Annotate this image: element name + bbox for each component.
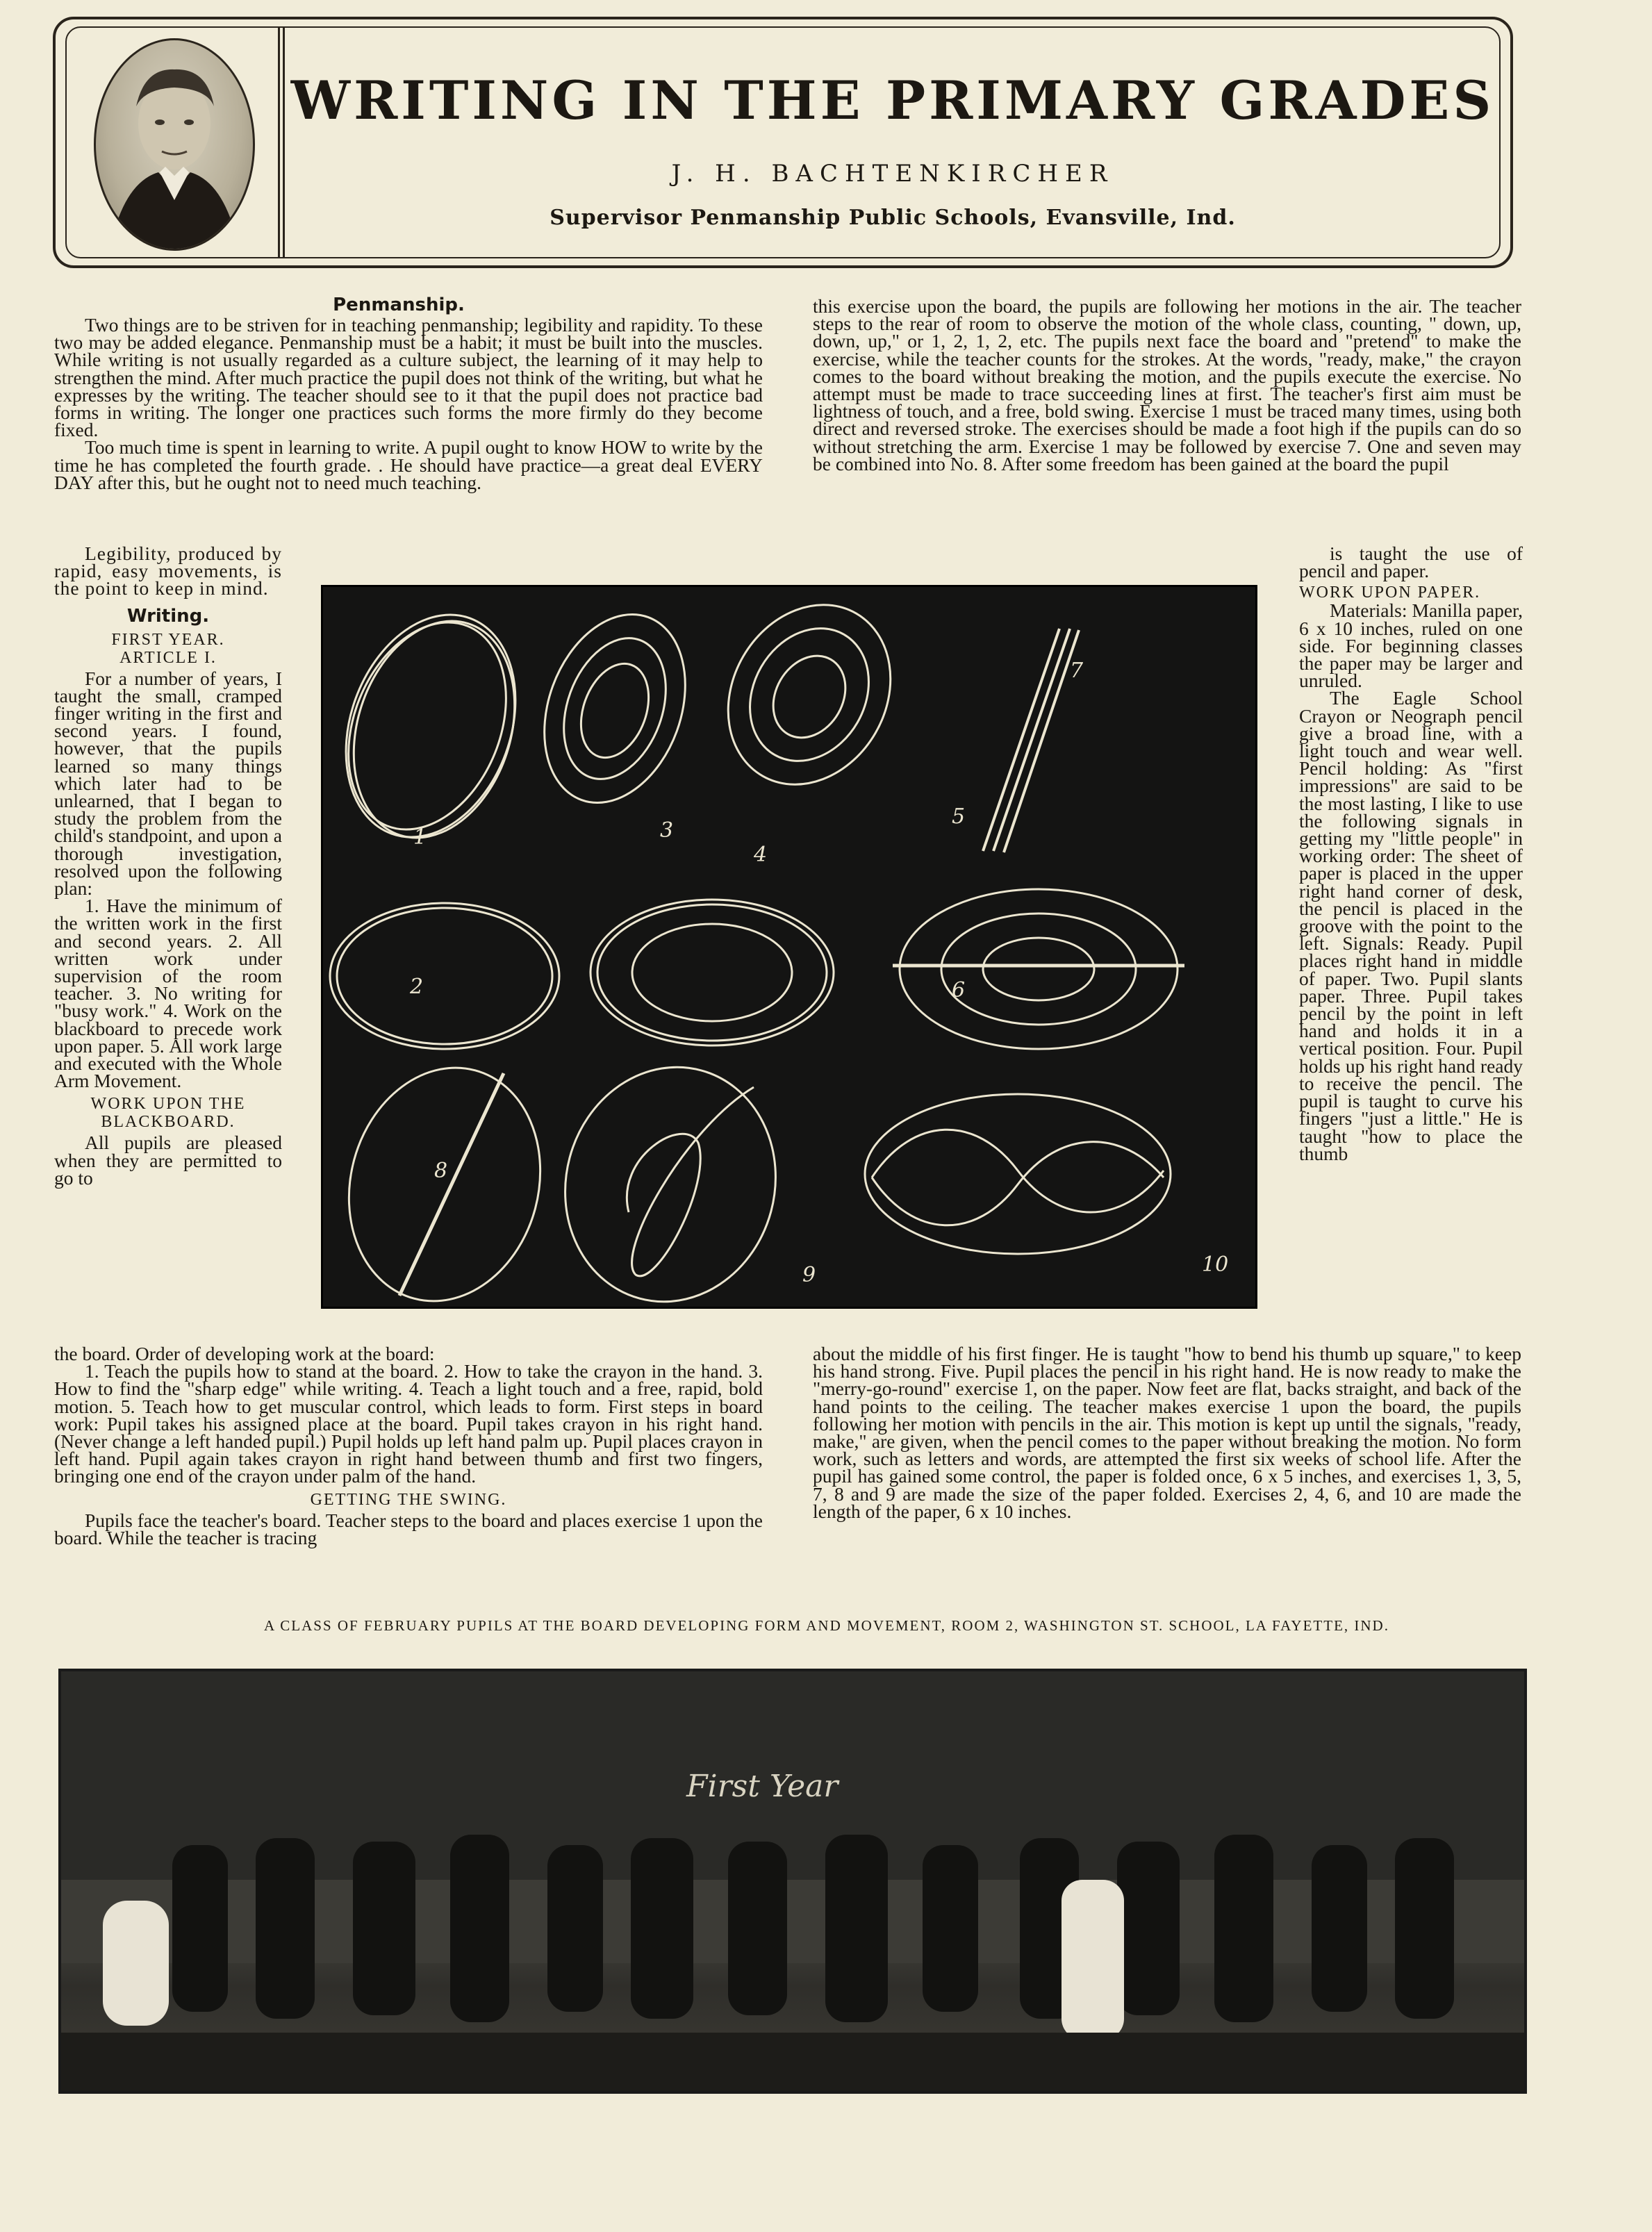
chalkboard-exercises-figure [321,585,1257,1309]
paragraph: Two things are to be striven for in teaching penmanship; legibility and rapidity. To these two may be added elegance. Penmanship must be a habit; it must be built into the muscles. While writing is not usually regarded as a culture subject, the learning of it may help to strengthen the mind. After much practice the pupil does not think of the writing, but what he expresses by the writing. The teacher should see to it that the pupil does not practice bad forms in writing. The longer one practices such forms the more firmly do they become fixed. [54,314,763,441]
exercise-label-5: 5 [952,804,966,829]
exercise-label-6: 6 [952,978,966,1002]
paragraph: the board. Order of developing work at the board: [54,1343,435,1364]
exercise-label-8: 8 [434,1159,448,1183]
classroom-photo [58,1669,1527,2094]
right-top-column [813,297,1521,472]
exercise-label-7: 7 [1070,659,1084,683]
exercise-label-9: 9 [802,1263,816,1287]
exercise-label-2: 2 [410,975,424,999]
heading-writing: Writing. [126,605,210,627]
exercise-6-ovals [893,889,1184,1049]
exercise-label-1: 1 [413,825,427,850]
exercise-2-ovals [330,903,559,1049]
header-divider [278,28,285,257]
paragraph: Too much time is spent in learning to write. A pupil ought to know HOW to write by the time he has completed the fourth grade. . He should have practice—a great deal EVERY DAY after this, but he ought not to need much teaching. [54,436,763,493]
exercise-1-ovals [323,591,545,861]
article-title: WRITING IN THE PRIMARY GRADES [290,69,1495,131]
exercise-5-ovals [696,587,923,814]
heading-penmanship-wrap [329,295,468,315]
paragraph: All pupils are pleased when they are permitted to go to [54,1132,282,1189]
left-narrow-column [54,545,282,1187]
right-narrow-column [1299,545,1523,1162]
board-text: First Year [686,1769,839,1804]
paragraph: is taught the use of pencil and paper. [1299,543,1523,582]
exercise-label-4: 4 [754,843,768,867]
photo-caption: A CLASS OF FEBRUARY PUPILS AT THE BOARD DEVELOPING FORM AND MOVEMENT, ROOM 2, WASHINGTON ST. SCHOOL, LA FAYETTE, IND. [264,1617,1389,1634]
paragraph: about the middle of his first finger. He is taught "how to bend his thumb up square," to keep his hand strong. Five. Pupil places the pencil in his right hand. He is now ready to make the "merry-go-round" exercise 1, on the paper. Now feet are flat, backs straight, and back of the hand points to the ceiling. The teacher makes exercise 1 upon the board, the pupils following her motion with pencils in the air. This motion is kept up until the signals, "ready, make," are given, when the pencil comes to the paper without breaking the motion. No form work, such as letters and words, are attempted the first six weeks of school life. After the pupil has gained some control, the paper is folded once, 6 x 5 inches, and exercises 1, 3, 5, 7, 8 and 9 are made the size of the paper folded. Exercises 2, 4, 6, and 10 are made the length of the paper, 6 x 10 inches. [813,1343,1521,1522]
penmanship-intro [54,316,763,491]
exercise-label-3: 3 [660,818,674,843]
author-name: J. H. BACHTENKIRCHER [671,160,1114,188]
subheading-work-blackboard: WORK UPON THE BLACKBOARD. [90,1095,246,1132]
right-bottom-column [813,1345,1521,1520]
author-portrait [94,38,255,251]
paragraph: Legibility, produced by rapid, easy movements, is the point to keep in mind. [54,543,282,600]
heading-penmanship: Penmanship. [333,295,465,315]
exercise-label-10: 10 [1202,1253,1229,1277]
author-affiliation: Supervisor Penmanship Public Schools, Evansville, Ind. [550,206,1236,230]
paragraph: For a number of years, I taught the small, cramped finger writing in the first and second years. I found, however, that the pupils learned so many things which later had to be unlearned, that I began to study the problem from the child's standpoint, and upon a thorough investigation, resolved upon the following plan: [54,667,282,900]
paragraph: 1. Teach the pupils how to stand at the board. 2. How to take the crayon in the hand. 3. How to find the "sharp edge" while writing. 4. Teach a light touch and a free, rapid, bold motion. 5. Teach how to get muscular control, which leads to form. First steps in board work: Pupil takes his assigned place at the board. Pupil takes crayon in his right hand. (Never change a left handed pupil.) Pupil holds up left hand palm up. Pupil places crayon in left hand. Pupil again takes crayon in right hand between thumb and first two fingers, bringing one end of the crayon under palm of the hand. [54,1360,763,1487]
exercise-7-slant [983,629,1079,852]
exercise-10-ovals [865,1094,1171,1254]
subheading-first-year: FIRST YEAR. [111,630,225,649]
subheading-article: ARTICLE I. [119,648,217,667]
left-bottom-column [54,1345,763,1546]
subheading-getting-swing: GETTING THE SWING. [310,1490,507,1509]
paragraph: Pupils face the teacher's board. Teacher steps to the board and places exercise 1 upon the board. While the teacher is tracing [54,1509,763,1548]
subheading-work-paper: WORK UPON PAPER. [1299,584,1481,602]
paragraph: this exercise upon the board, the pupils are following her motions in the air. The teacher steps to the rear of room to observe the motion of the whole class, counting, " down, up, down, up," or 1, 2, 1, 2, etc. The pupils next face the board and "pretend" to make the exercise, while the teacher counts for the strokes. At the words, "ready, make," the crayon comes to the board without breaking the motion, and the pupils execute the exercise. No attempt must be made to trace succeeding lines at first. The teacher's first aim must be lightness of touch, and a free, bold swing. Exercise 1 must be traced many times, using both direct and reversed stroke. The exercises should be made a foot high if the pupils can do so without stretching the arm. Exercise 1 may be followed by exercise 7. One and seven may be combined into No. 8. After some freedom has been gained at the board the pupil [813,295,1521,474]
paragraph: Materials: Manilla paper, 6 x 10 inches, ruled on one side. For beginning classes the paper may be larger and unruled. [1299,600,1523,692]
exercise-4-ovals [590,900,834,1045]
exercise-3-ovals [520,595,710,822]
paragraph: The Eagle School Crayon or Neograph pencil give a broad line, with a light touch and wear well. Pencil holding: As "first impressions" are said to be the most lasting, I like to use the following signals in getting my "little people" in working order: The sheet of paper is placed in the upper right hand corner of desk, the pencil is placed in the groove with the point to the left. Signals: Ready. Pupil places right hand in middle of paper. Two. Pupil slants paper. Three. Pupil takes pencil by the point in left hand and holds it in a vertical position. Four. Pupil holds up his right hand ready to receive the pencil. The pupil is taught to curve his fingers "just a little." He is taught "how to place the thumb [1299,687,1523,1164]
exercise-9-figure-eight [539,1043,802,1307]
paragraph: 1. Have the minimum of the written work in the first and second years. 2. All written work under supervision of the room teacher. 3. No writing for "busy work." 4. Work on the blackboard to precede work upon paper. 5. All work large and executed with the Whole Arm Movement. [54,895,282,1092]
